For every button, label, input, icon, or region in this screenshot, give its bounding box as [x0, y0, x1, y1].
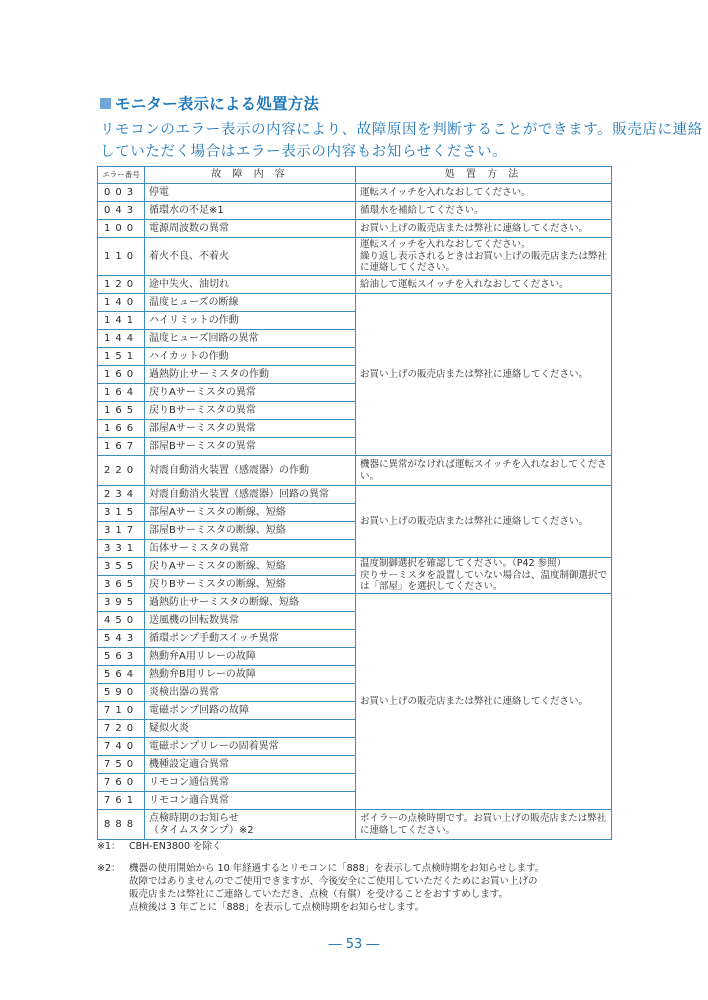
error-code-cell: 720: [98, 720, 145, 738]
error-code-cell: 003: [98, 184, 145, 202]
footnote-2-line: 故障ではありませんのでご使用できますが、今後安全にご使用していただくためにお買い上げの: [129, 876, 538, 887]
table-row: [98, 810, 612, 840]
footnote-2-label: ※2：: [97, 863, 121, 874]
error-code-cell: 355: [98, 558, 145, 576]
cause-cell: 電磁ポンプ回路の故障: [145, 702, 356, 720]
table-row: [98, 202, 612, 220]
table-row: [98, 294, 612, 312]
error-code-cell: 761: [98, 792, 145, 810]
error-code-cell: 141: [98, 312, 145, 330]
error-code-table: [97, 166, 612, 840]
cause-cell: 対震自動消火装置（感震器）の作動: [145, 456, 356, 486]
error-code-cell: 395: [98, 594, 145, 612]
error-code-cell: 563: [98, 648, 145, 666]
remedy-cell: 運転スイッチを入れなおしてください。 繰り返し表示されるときはお買い上げの販売店または弊社に連絡してください。: [356, 238, 612, 276]
cause-cell: ハイリミットの作動: [145, 312, 356, 330]
page-heading: [100, 92, 319, 114]
error-code-cell: 220: [98, 456, 145, 486]
error-code-cell: 167: [98, 438, 145, 456]
cause-cell: リモコン通信異常: [145, 774, 356, 792]
remedy-cell: 給油して運転スイッチを入れなおしてください。: [356, 276, 612, 294]
footnote-2-line: 機器の使用開始から 10 年経過するとリモコンに「888」を表示して点検時期をお知らせします。: [129, 863, 545, 874]
cause-cell: 炎検出器の異常: [145, 684, 356, 702]
cause-cell: 部屋Bサーミスタの断線、短絡: [145, 522, 356, 540]
remedy-cell: ボイラーの点検時期です。お買い上げの販売店または弊社に連絡してください。: [356, 810, 612, 840]
cause-cell: 熱動弁A用リレーの故障: [145, 648, 356, 666]
cause-cell: 戻りBサーミスタの異常: [145, 402, 356, 420]
page-number: ― 53 ―: [328, 937, 380, 952]
error-code-cell: 760: [98, 774, 145, 792]
table-header-row: [98, 167, 612, 184]
cause-cell: 途中失火、油切れ: [145, 276, 356, 294]
cause-cell: ハイカットの作動: [145, 348, 356, 366]
cause-cell: 電磁ポンプリレーの固着異常: [145, 738, 356, 756]
cause-cell: 部屋Bサーミスタの異常: [145, 438, 356, 456]
error-code-cell: 750: [98, 756, 145, 774]
remedy-cell: 機器に異常がなければ運転スイッチを入れなおしてください。: [356, 456, 612, 486]
cause-cell: 点検時期のお知らせ （タイムスタンプ）※2: [145, 810, 356, 840]
cause-cell: 過熱防止サーミスタの断線、短絡: [145, 594, 356, 612]
error-code-cell: 100: [98, 220, 145, 238]
cause-cell: 熱動弁B用リレーの故障: [145, 666, 356, 684]
cause-cell: 過熱防止サーミスタの作動: [145, 366, 356, 384]
footnote-2: [97, 862, 544, 914]
table-row: [98, 276, 612, 294]
cause-cell: 部屋Aサーミスタの異常: [145, 420, 356, 438]
cause-cell: 疑似火炎: [145, 720, 356, 738]
cause-cell: 温度ヒューズの断線: [145, 294, 356, 312]
table-row: [98, 220, 612, 238]
error-code-cell: 564: [98, 666, 145, 684]
cause-cell: 停電: [145, 184, 356, 202]
error-code-cell: 110: [98, 238, 145, 276]
cause-cell: 部屋Aサーミスタの断線、短絡: [145, 504, 356, 522]
remedy-cell: 温度制御選択を確認してください。（P42 参照） 戻りサーミスタを設置していない場合は、温度制御選択では「部屋」を選択してください。: [356, 558, 612, 594]
error-code-cell: 450: [98, 612, 145, 630]
cause-cell: 電源周波数の異常: [145, 220, 356, 238]
table-row: [98, 456, 612, 486]
table-row: [98, 594, 612, 612]
intro-line-2: していただく場合はエラー表示の内容もお知らせください。: [100, 144, 508, 160]
error-code-cell: 166: [98, 420, 145, 438]
error-code-cell: 740: [98, 738, 145, 756]
footnote-2-line: 販売店または弊社にご連絡していただき、点検（有償）を受けることをおすすめします。: [129, 889, 508, 900]
cause-cell: 対震自動消火装置（感震器）回路の異常: [145, 486, 356, 504]
header-cause: 故 障 内 容: [145, 167, 356, 184]
header-remedy: 処 置 方 法: [356, 167, 612, 184]
error-code-cell: 317: [98, 522, 145, 540]
error-code-cell: 888: [98, 810, 145, 840]
remedy-cell: お買い上げの販売店または弊社に連絡してください。: [356, 486, 612, 558]
cause-cell: 戻りAサーミスタの異常: [145, 384, 356, 402]
error-code-cell: 543: [98, 630, 145, 648]
cause-cell: 缶体サーミスタの異常: [145, 540, 356, 558]
table-row: [98, 558, 612, 576]
cause-cell: 戻りBサーミスタの断線、短絡: [145, 576, 356, 594]
table-row: [98, 184, 612, 202]
cause-cell: 循環ポンプ手動スイッチ異常: [145, 630, 356, 648]
footnote-1-label: ※1：: [97, 841, 121, 852]
table-row: [98, 238, 612, 276]
cause-cell: 送風機の回転数異常: [145, 612, 356, 630]
header-error-code: エラー番号: [98, 167, 145, 184]
error-code-cell: 160: [98, 366, 145, 384]
remedy-cell: お買い上げの販売店または弊社に連絡してください。: [356, 294, 612, 456]
error-code-cell: 164: [98, 384, 145, 402]
error-code-cell: 144: [98, 330, 145, 348]
footnote-1: [97, 840, 222, 853]
error-code-cell: 710: [98, 702, 145, 720]
error-code-cell: 165: [98, 402, 145, 420]
heading-text: モニター表示による処置方法: [115, 95, 320, 113]
remedy-cell: 運転スイッチを入れなおしてください。: [356, 184, 612, 202]
error-code-cell: 331: [98, 540, 145, 558]
error-code-cell: 120: [98, 276, 145, 294]
cause-cell: 着火不良、不着火: [145, 238, 356, 276]
remedy-cell: 循環水を補給してください。: [356, 202, 612, 220]
error-code-cell: 365: [98, 576, 145, 594]
error-code-cell: 234: [98, 486, 145, 504]
error-code-cell: 151: [98, 348, 145, 366]
cause-cell: 循環水の不足※1: [145, 202, 356, 220]
table-row: [98, 486, 612, 504]
error-code-cell: 140: [98, 294, 145, 312]
intro-line-1: リモコンのエラー表示の内容により、故障原因を判断することができます。販売店に連絡: [100, 122, 703, 138]
footnote-1-text: CBH-EN3800 を除く: [129, 841, 222, 852]
square-bullet-icon: [100, 98, 111, 109]
remedy-cell: お買い上げの販売店または弊社に連絡してください。: [356, 594, 612, 810]
cause-cell: リモコン適合異常: [145, 792, 356, 810]
error-code-cell: 043: [98, 202, 145, 220]
cause-cell: 戻りAサーミスタの断線、短絡: [145, 558, 356, 576]
footnote-2-line: 点検後は 3 年ごとに「888」を表示して点検時期をお知らせします。: [129, 902, 425, 913]
cause-cell: 機種設定適合異常: [145, 756, 356, 774]
error-code-cell: 315: [98, 504, 145, 522]
error-code-cell: 590: [98, 684, 145, 702]
remedy-cell: お買い上げの販売店または弊社に連絡してください。: [356, 220, 612, 238]
cause-cell: 温度ヒューズ回路の異常: [145, 330, 356, 348]
